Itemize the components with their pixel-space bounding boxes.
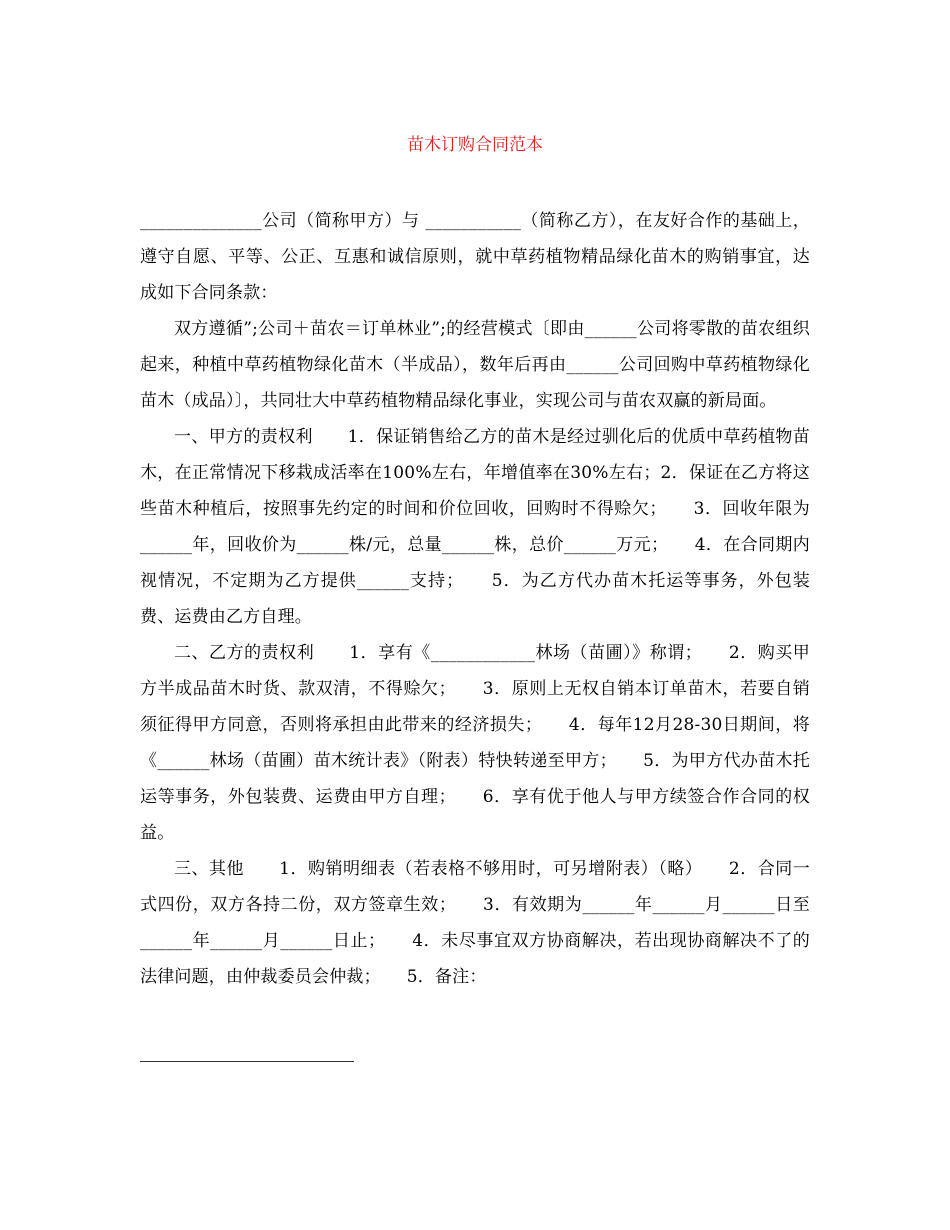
- paragraph-other-terms: 三、其他 1．购销明细表（若表格不够用时，可另增附表）（略） 2．合同一式四份，双方各持二份，双方签章生效； 3．有效期为______年______月______日至______年______月______日止； 4．未尽事宜双方协商解决，若出现协商解决不了的法律问题，由仲裁委员会仲裁； 5．备注：: [140, 859, 810, 987]
- remarks-blank-line: [140, 1061, 354, 1062]
- paragraph-business-model: 双方遵循”;公司＋苗农＝订单林业”;的经营模式〔即由______公司将零散的苗农组织起来，种植中草药植物绿化苗木（半成品），数年后再由______公司回购中草药植物绿化苗木（成品）〕，共同壮大中草药植物精品绿化事业，实现公司与苗农双赢的新局面。: [140, 319, 810, 411]
- paragraph-party-a-rights: 一、甲方的责权利 1．保证销售给乙方的苗木是经过驯化后的优质中草药植物苗木，在正常情况下移栽成活率在100%左右，年增值率在30%左右；2．保证在乙方将这些苗木种植后，按照事先约定的时间和价位回收，回购时不得赊欠； 3．回收年限为______年，回收价为______株/元，总量______株，总价______万元； 4．在合同期内视情况，不定期为乙方提供______支持； 5．为乙方代办苗木托运等事务，外包装费、运费由乙方自理。: [140, 427, 810, 627]
- document-title: 苗木订购合同范本: [407, 135, 543, 155]
- paragraph-intro: ______________公司（简称甲方）与 ___________（简称乙方），在友好合作的基础上，遵守自愿、平等、公正、互惠和诚信原则，就中草药植物精品绿化苗木的购销事宜，达成如下合同条款：: [140, 211, 810, 303]
- paragraph-party-b-rights: 二、乙方的责权利 1．享有《____________林场（苗圃）》称谓； 2．购买甲方半成品苗木时货、款双清，不得赊欠； 3．原则上无权自销本订单苗木，若要自销须征得甲方同意，否则将承担由此带来的经济损失； 4．每年12月28-30日期间，将《______林场（苗圃）苗木统计表》（附表）特快转递至甲方； 5．为甲方代办苗木托运等事务，外包装费、运费由甲方自理； 6．享有优于他人与甲方续签合作合同的权益。: [140, 643, 810, 843]
- document-body: [140, 203, 810, 995]
